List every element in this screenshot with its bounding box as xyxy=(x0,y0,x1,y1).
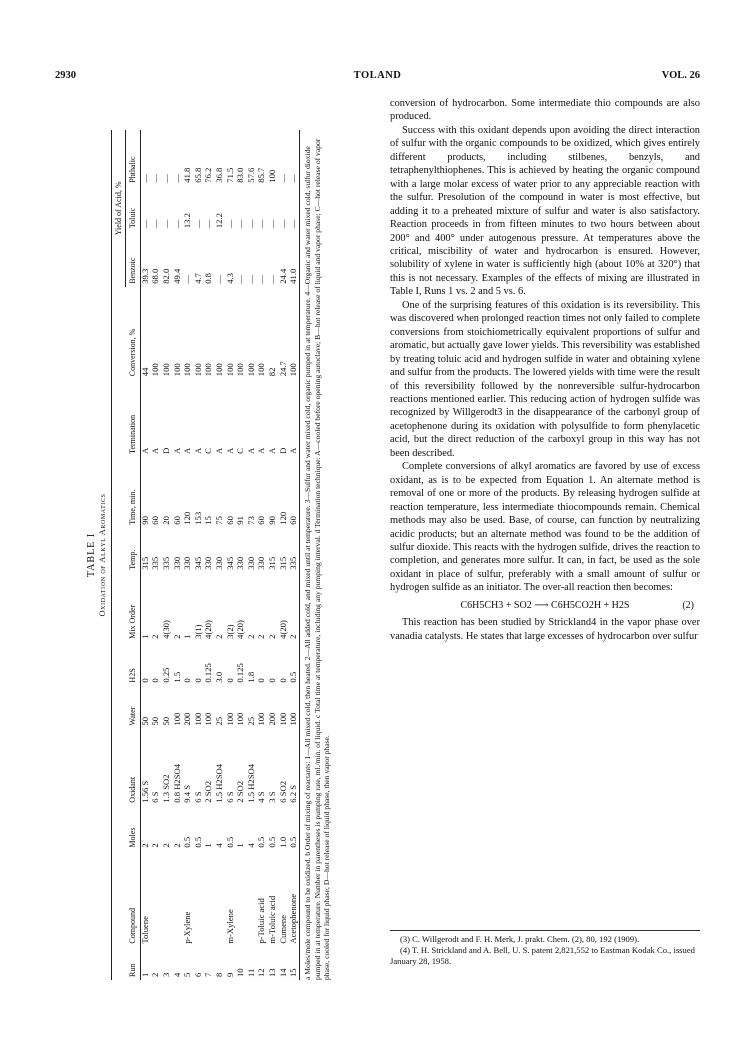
table-cell: 50 xyxy=(150,716,161,726)
table-cell: 4(20) xyxy=(235,620,246,639)
table-cell: 4.7 xyxy=(192,273,203,284)
table-cell: 20 xyxy=(161,516,172,525)
table-cell: — xyxy=(139,174,150,183)
col-header: Temp. xyxy=(112,528,140,573)
table-row xyxy=(268,130,279,980)
table-title: TABLE I xyxy=(86,532,97,578)
table-row xyxy=(172,130,183,980)
table-cell: 60 xyxy=(150,516,161,525)
paragraph: One of the surprising features of this oxidation is its reversibility. This was discovered when prolonged reaction times not only failed to complete conversions from stoichiometrically equivalent proportions of sulfur and aromatic, but actually gave lower yields. This reversibility was established by treating toluic acid and hydrogen sulfide in water and obtaining xylene and sulfur from the products. The lowered yields with time were the result of this reversibility followed by the nonreversible sulfur-hydrocarbon reactions mentioned earlier. This reducing action of hydrogen sulfide was recognized by Willgerodt3 in the disappearance of the carbonyl group of acetophenone during its oxidation with polysulfide to form phenylacetic acid, but the direct reduction of the carboxyl group in this way has not been described. xyxy=(390,299,700,459)
table-cell: 57.6 xyxy=(245,167,256,183)
table-cell: — xyxy=(245,275,256,284)
table-cell: C xyxy=(235,448,246,454)
table-row xyxy=(225,130,236,980)
table-body xyxy=(140,130,300,980)
table-cell: 10 xyxy=(235,968,246,977)
table-cell: — xyxy=(245,219,256,229)
table-cell: 330 xyxy=(171,556,182,570)
table-cell: 0 xyxy=(150,678,161,683)
table-cell: 100 xyxy=(224,363,235,377)
table-cell: 11 xyxy=(245,968,256,977)
running-author: TOLAND xyxy=(353,70,402,81)
equation xyxy=(390,599,700,612)
col-header: Toluic xyxy=(126,186,140,231)
table-cell: 85.7 xyxy=(256,167,267,183)
table-row xyxy=(236,130,247,980)
table-cell: 100 xyxy=(256,712,267,726)
table-cell: 345 xyxy=(224,556,235,570)
table-cell: 2 xyxy=(150,972,161,977)
table-cell: 100 xyxy=(161,363,172,377)
table-cell: 13.2 xyxy=(182,213,193,229)
col-header: Benzoic xyxy=(126,231,140,287)
table-cell: 60 xyxy=(171,516,182,525)
table-cell: 2 xyxy=(139,843,150,848)
table-cell: 0.8 H2SO4 xyxy=(171,764,182,803)
table-cell: 100 xyxy=(203,712,214,726)
table-cell: 60 xyxy=(224,516,235,525)
table-cell: 2 xyxy=(171,843,182,848)
table-cell: 335 xyxy=(161,556,172,570)
table-cell: 39.3 xyxy=(139,268,150,284)
table-cell: 9 xyxy=(224,972,235,977)
table-cell: A xyxy=(182,447,193,454)
table-row xyxy=(151,130,162,980)
table-cell: 330 xyxy=(245,556,256,570)
table-cell: 0.125 xyxy=(235,663,246,683)
table-cell: — xyxy=(289,186,300,231)
table-cell: 6.2 S xyxy=(289,729,300,806)
table-cell: 1.56 S xyxy=(139,780,150,803)
col-header: Moles xyxy=(112,806,140,851)
table-cell: 100 xyxy=(171,363,182,377)
table-cell: 0.5 xyxy=(267,836,278,848)
table-cell: 100 xyxy=(171,712,182,726)
table-cell: 49.4 xyxy=(171,268,182,284)
table-cell xyxy=(204,851,215,947)
table-row xyxy=(215,130,226,980)
table-cell: 200 xyxy=(267,712,278,726)
table-region xyxy=(80,120,380,990)
table-cell: 4.3 xyxy=(224,273,235,284)
table-cell: 1 xyxy=(139,972,150,977)
col-header: Time, min. xyxy=(112,457,140,528)
reference: (3) C. Willgerodt and F. H. Merk, J. prakt. Chem. (2), 80, 192 (1909). xyxy=(400,934,640,944)
table-cell: — xyxy=(161,219,172,229)
table-cell: — xyxy=(277,174,288,183)
table-cell: 6 S xyxy=(192,791,203,803)
table-cell: 82.0 xyxy=(161,268,172,284)
table-cell: 100 xyxy=(150,363,161,377)
equation-text: C6H5CH3 + SO2 ⟶ C6H5CO2H + H2S xyxy=(460,599,630,611)
table-row xyxy=(194,130,205,980)
table-cell: 2 xyxy=(150,634,161,639)
table-cell: 100 xyxy=(267,169,278,183)
table-cell: 2 xyxy=(256,634,267,639)
table-cell: 44 xyxy=(139,367,150,377)
table-cell: D xyxy=(161,447,172,454)
table-cell xyxy=(236,851,247,947)
table-cell: 0.5 xyxy=(289,806,300,851)
table-cell: m-Xylene xyxy=(224,909,235,944)
table-cell: 50 xyxy=(161,716,172,726)
table-cell: 1.0 xyxy=(277,836,288,848)
table-cell: — xyxy=(139,219,150,229)
table-cell: 330 xyxy=(182,556,193,570)
rotated-table xyxy=(80,120,380,990)
table-cell: 2 SO2 xyxy=(203,780,214,803)
table-cell: 100 xyxy=(235,712,246,726)
table-cell: 3.0 xyxy=(214,671,225,683)
table-cell: 76.2 xyxy=(203,167,214,183)
table-cell: 100 xyxy=(289,686,300,729)
table-cell: 6 S xyxy=(150,791,161,803)
table-cell: A xyxy=(171,447,182,454)
table-cell: 0.5 xyxy=(256,836,267,848)
col-header: Run xyxy=(112,947,140,980)
table-cell: 82 xyxy=(267,367,278,377)
table-cell: 9.4 S xyxy=(182,785,193,803)
table-subtitle: Oxidation of Alkyl Aromatics xyxy=(97,493,107,617)
table-cell: 25 xyxy=(214,716,225,726)
table-row xyxy=(204,130,215,980)
table-cell: 15 xyxy=(203,516,214,525)
table-cell: p-Toluic acid xyxy=(256,898,267,944)
table-cell: 2 xyxy=(161,843,172,848)
table-cell: 315 xyxy=(139,556,150,570)
col-header: Water xyxy=(112,686,140,729)
table-cell: 14 xyxy=(277,968,288,977)
table-cell: 4(30) xyxy=(161,620,172,639)
table-cell: — xyxy=(289,130,300,186)
table-cell: — xyxy=(267,275,278,284)
table-cell: 36.8 xyxy=(214,167,225,183)
table-cell: A xyxy=(214,447,225,454)
table-cell: — xyxy=(192,219,203,229)
table-row xyxy=(162,130,173,980)
table-cell: 4(20) xyxy=(203,620,214,639)
table-cell: 15 xyxy=(289,947,300,980)
table-cell: 1.5 H2SO4 xyxy=(214,764,225,803)
table-cell: 0 xyxy=(277,678,288,683)
table-cell: 0.5 xyxy=(289,642,300,686)
table-cell: 90 xyxy=(139,516,150,525)
table-cell: 4 xyxy=(245,843,256,848)
running-header xyxy=(55,70,700,84)
table-cell: 60 xyxy=(289,457,300,528)
table-cell: 315 xyxy=(277,556,288,570)
table-cell: 2 xyxy=(267,634,278,639)
references xyxy=(390,930,700,967)
table-cell: 100 xyxy=(203,363,214,377)
table-cell: 4 xyxy=(171,972,182,977)
table-cell: 8 xyxy=(214,972,225,977)
table-cell: 6 S xyxy=(224,791,235,803)
table-cell: 100 xyxy=(192,363,203,377)
reference: (4) T. H. Strickland and A. Bell, U. S. patent 2,821,552 to Eastman Kodak Co., issued January 28, 1958. xyxy=(390,945,695,966)
table-cell: 41.8 xyxy=(182,167,193,183)
table-cell: 50 xyxy=(139,716,150,726)
table-cell: p-Xylene xyxy=(182,911,193,944)
table-cell: 100 xyxy=(277,712,288,726)
table-cell: 100 xyxy=(214,363,225,377)
table-cell: 0.125 xyxy=(203,663,214,683)
table-cell: — xyxy=(256,275,267,284)
paragraph: conversion of hydrocarbon. Some intermediate thio compounds are also produced. xyxy=(390,98,700,123)
table-cell: D xyxy=(277,447,288,454)
table-cell: 0 xyxy=(224,678,235,683)
table-cell: 120 xyxy=(182,511,193,525)
table-cell: A xyxy=(224,447,235,454)
table-cell: A xyxy=(267,447,278,454)
table-cell: — xyxy=(224,219,235,229)
table-cell: 3(2) xyxy=(224,624,235,639)
table-cell: 1 xyxy=(139,634,150,639)
table-cell: Toluene xyxy=(139,916,150,944)
table-cell: 100 xyxy=(289,287,300,379)
table-cell: 60 xyxy=(256,516,267,525)
table-cell: 0 xyxy=(139,678,150,683)
table-cell: 3(1) xyxy=(192,624,203,639)
table-cell: 24.4 xyxy=(277,268,288,284)
table-cell: C xyxy=(203,448,214,454)
body-text-column xyxy=(390,97,700,643)
table-cell: 2 xyxy=(171,634,182,639)
table-footnote: a Moles/mole compound to be oxidized. b Order of mixing of reactants: 1—All mixed cold, then heated. 2—All added cold, and mixed until at temperature. 3—Sulfur and water mixed cold, organic pumped in at temperature. 4—Organic and water mixed cold, sulfur dioxide pumped in at temperature. Number in parentheses is pumping rate, ml./min. of liquid. c Total time at temperature, including any pumping interval. d Termination technique: A—cooled before opening autoclave; B—hot release of liquid and vapor phase; C—hot release of vapor phase, cooled for liquid phase; D—hot release of liquid phase, then vapor phase. xyxy=(303,138,332,980)
table-cell: 5 xyxy=(182,972,193,977)
table-cell: 2 xyxy=(214,634,225,639)
table-cell: — xyxy=(235,219,246,229)
table-cell: 1 xyxy=(235,843,246,848)
table-cell: 4(20) xyxy=(277,620,288,639)
table-cell: 100 xyxy=(256,363,267,377)
table-cell: — xyxy=(150,219,161,229)
col-header: Conversion, % xyxy=(112,287,140,379)
table-cell: — xyxy=(256,219,267,229)
table-cell: 4 xyxy=(214,843,225,848)
table-cell: 91 xyxy=(235,516,246,525)
table-cell: 0 xyxy=(182,678,193,683)
table-cell: 100 xyxy=(192,712,203,726)
table-cell: 75 xyxy=(214,516,225,525)
table-cell: 2 SO2 xyxy=(235,780,246,803)
table-row xyxy=(289,130,300,980)
table-cell: 7 xyxy=(203,972,214,977)
table-cell: 12 xyxy=(256,968,267,977)
table-cell: — xyxy=(277,219,288,229)
table-cell xyxy=(151,851,162,947)
table-cell: 71.5 xyxy=(224,167,235,183)
table-cell: 2 xyxy=(289,573,300,642)
paragraph: Complete conversions of alkyl aromatics are favored by use of excess oxidant, as is to be expected from Equation 1. An alternate method is removal of one or more of the products. By releasing hydrogen sulfide at reaction temperature, less intermediate thiocompounds remain. Chemical methods may also be used. Base, of course, can function by neutralizing acidic products; but an alternate method was found to be the addition of sulfur dioxide. This reacts with the hydrogen sulfide, drives the reaction to completion, and generates more sulfur. It can, in fact, be used as the sole oxidant in place of sulfur, preferably with a small amount of sulfur or hydrogen sulfide as an initiator. The over-all reaction then becomes: xyxy=(390,461,701,594)
table-cell: 73 xyxy=(245,516,256,525)
table-cell xyxy=(162,851,173,947)
page-number: 2930 xyxy=(55,70,76,81)
table-cell: Cumene xyxy=(277,914,288,944)
table-cell: — xyxy=(182,275,193,284)
table-cell: 83.0 xyxy=(235,167,246,183)
table-cell: A xyxy=(256,447,267,454)
table-cell: 4 S xyxy=(256,791,267,803)
table-cell: 0.5 xyxy=(192,836,203,848)
table-cell: 25 xyxy=(245,716,256,726)
table-cell: — xyxy=(203,219,214,229)
volume-label: VOL. 26 xyxy=(661,70,700,81)
table-cell: 100 xyxy=(235,363,246,377)
table-cell: 100 xyxy=(182,363,193,377)
table-cell: 0 xyxy=(267,678,278,683)
table-cell: — xyxy=(161,174,172,183)
table-cell: 0 xyxy=(256,678,267,683)
table-cell: — xyxy=(267,219,278,229)
table-cell: 24.7 xyxy=(277,361,288,377)
table-cell: 345 xyxy=(192,556,203,570)
table-cell: 6 xyxy=(192,972,203,977)
table-cell xyxy=(215,851,226,947)
table-cell: 1.8 xyxy=(245,671,256,683)
table-row xyxy=(140,130,151,980)
table-cell: 1.5 H2SO4 xyxy=(245,764,256,803)
table-row xyxy=(183,130,194,980)
table-cell: 12.2 xyxy=(214,213,225,229)
table-cell: 153 xyxy=(192,511,203,525)
table-cell: 335 xyxy=(150,556,161,570)
paragraph: Success with this oxidant depends upon avoiding the direct interaction of sulfur with the organic compounds to be oxidized, which gives entirely different products, including stilbenes, benzyls, and tetraphenylthiophenes. This is achieved by heating the organic compound with a large molar excess of water prior to any appreciable reaction with the sulfur. Presolution of the compound in water is most effective, but adding it to a preheated mixture of sulfur and water is also satisfactory. Reaction proceeds in from fifteen minutes to two hours between about 200° and 400° under autogenous pressure. At temperatures above the critical, miscibility of water and hydrocarbon is ensured. However, solubility of xylene in water is sufficiently high (about 10% at 320°) that this is not necessary. Examples of the effects of mixing are illustrated in Table I, Runs 1 vs. 2 and 5 vs. 6. xyxy=(390,124,700,298)
table-cell: 6 SO2 xyxy=(277,780,288,803)
table-cell: — xyxy=(214,275,225,284)
table-cell: 335 xyxy=(289,528,300,573)
table-cell: m-Toluic acid xyxy=(267,895,278,944)
data-table xyxy=(111,130,300,980)
table-cell: 0.8 xyxy=(203,273,214,284)
yield-group-header: Yield of Acid, % xyxy=(112,130,126,287)
table-cell: 1.3 SO2 xyxy=(161,774,172,803)
table-cell: 1 xyxy=(203,843,214,848)
table-cell: Acetophenone xyxy=(289,851,300,947)
table-cell: 2 xyxy=(150,843,161,848)
table-cell: 330 xyxy=(214,556,225,570)
col-header: Compound xyxy=(112,851,140,947)
table-header-row xyxy=(112,130,126,980)
table-cell: — xyxy=(171,219,182,229)
table-row xyxy=(246,130,257,980)
table-cell: — xyxy=(150,174,161,183)
paragraph: This reaction has been studied by Strickland4 in the vapor phase over vanadia catalysts. He states that large excesses of hydrocarbon over sulfur xyxy=(390,617,700,642)
col-header: Oxidant xyxy=(112,729,140,806)
table-cell: 90 xyxy=(267,516,278,525)
table-cell xyxy=(194,851,205,947)
table-cell: — xyxy=(235,275,246,284)
table-cell: 1 xyxy=(182,634,193,639)
table-cell: 100 xyxy=(245,363,256,377)
table-cell: A xyxy=(289,379,300,457)
table-cell: 13 xyxy=(267,968,278,977)
col-header: Mix Order xyxy=(112,573,140,642)
table-row xyxy=(257,130,268,980)
table-cell: 41.0 xyxy=(289,231,300,287)
table-cell: 330 xyxy=(235,556,246,570)
table-cell: 65.8 xyxy=(192,167,203,183)
table-cell: 0.25 xyxy=(161,667,172,683)
table-cell: 0.5 xyxy=(182,836,193,848)
table-cell: A xyxy=(245,447,256,454)
table-cell: — xyxy=(171,174,182,183)
table-cell: 3 S xyxy=(267,791,278,803)
table-cell: 330 xyxy=(203,556,214,570)
col-header: Phthalic xyxy=(126,130,140,186)
table-cell: 330 xyxy=(256,556,267,570)
table-cell: 120 xyxy=(277,511,288,525)
table-cell: 1.5 xyxy=(171,671,182,683)
table-cell: A xyxy=(139,447,150,454)
table-cell: A xyxy=(150,447,161,454)
table-cell: 100 xyxy=(224,712,235,726)
table-cell: 0.5 xyxy=(224,836,235,848)
table-row xyxy=(278,130,289,980)
col-header: Termination xyxy=(112,379,140,457)
table-cell: 3 xyxy=(161,972,172,977)
table-cell: 315 xyxy=(267,556,278,570)
col-header: H2S xyxy=(112,642,140,686)
table-cell: 200 xyxy=(182,712,193,726)
table-cell: A xyxy=(192,447,203,454)
table-cell: 2 xyxy=(245,634,256,639)
table-cell: 0 xyxy=(192,678,203,683)
equation-number: (2) xyxy=(682,599,694,611)
table-cell: 68.0 xyxy=(150,268,161,284)
